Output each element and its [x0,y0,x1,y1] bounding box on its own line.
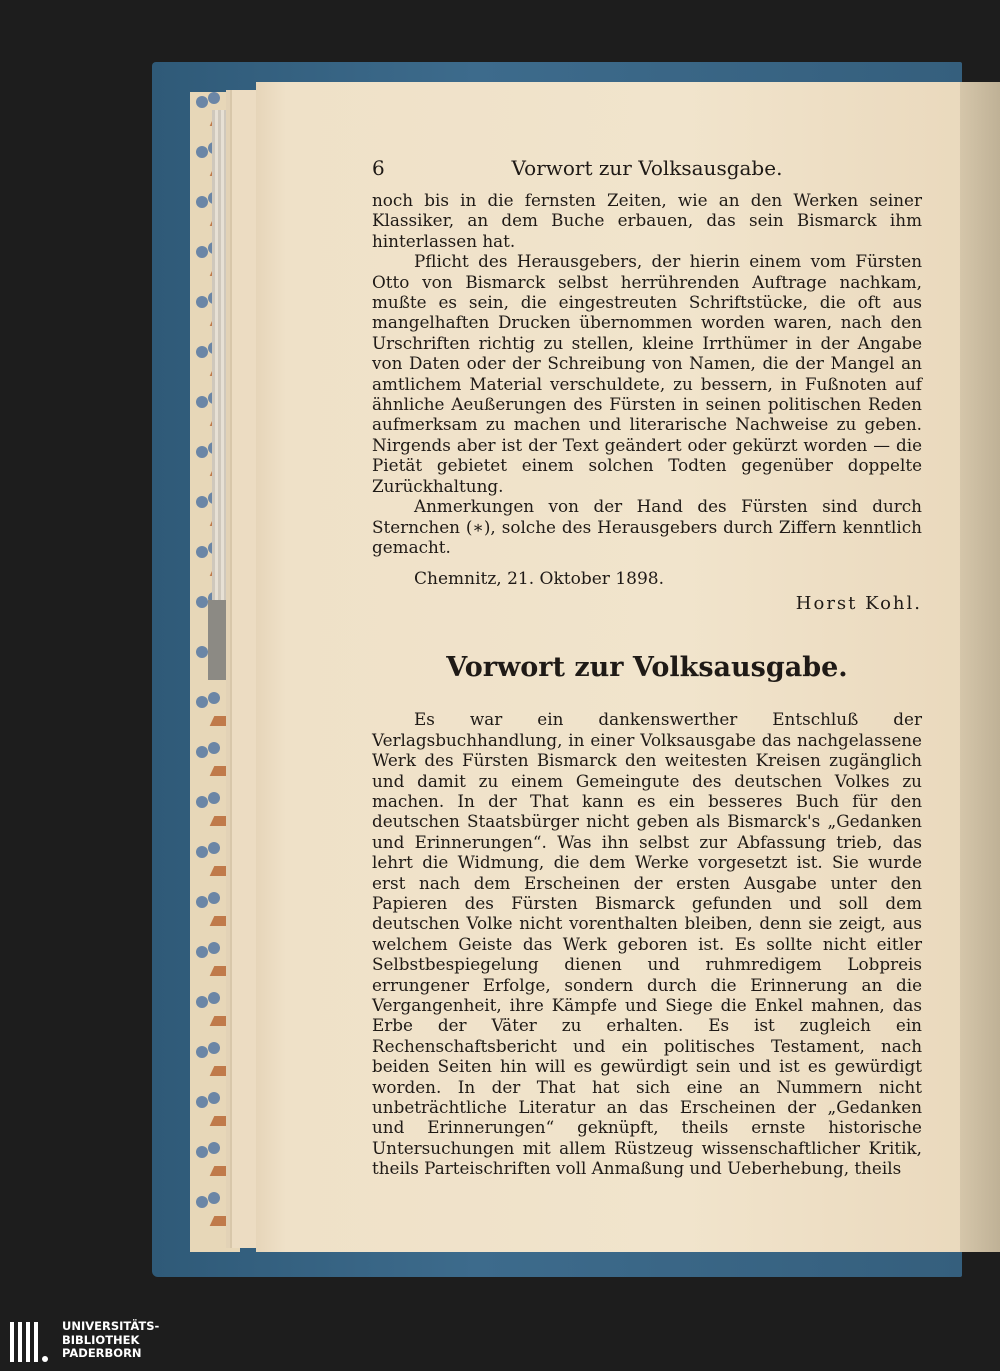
paragraph-continued: noch bis in die fernsten Zeiten, wie an den Werken seiner Klassiker, an dem Buche erbauen, das sein Bismarck ihm hinterlassen hat. [372,190,922,251]
signature: Horst Kohl. [795,593,922,615]
library-logo-line-3: PADERBORN [62,1346,142,1360]
page-text-block [372,150,922,1179]
paragraph-pflicht: Pflicht des Herausgebers, der hierin einem vom Fürsten Otto von Bismarck selbst herrührenden Auftrage nachkam, mußte es sein, die eingestreuten Schriftstücke, die oft aus mangelhaften Drucken übernommen worden waren, nach den Urschriften richtig zu stellen, kleine Irrthümer in der Angabe von Daten oder der Schreibung von Namen, die der Mangel an amtlichem Material verschuldete, zu bessern, in Fußnoten auf ähnliche Aeußerungen des Fürsten in seinen politischen Reden aufmerksam zu machen und literarische Nachweise zu geben. Nirgends aber ist der Text geändert oder gekürzt worden — die Pietät gebietet einem solchen Todten gegenüber doppelte Zurückhaltung. [372,251,922,496]
inserted-leaf [208,600,234,680]
bookmark-strip [212,110,232,680]
section-heading: Vorwort zur Volksausgabe. [446,652,848,684]
library-logo-line-2: BIBLIOTHEK [62,1332,140,1347]
page-number: 6 [372,156,385,180]
facing-page-edge [960,82,1000,1252]
paragraph-volksausgabe: Es war ein dankenswerther Entschluß der Verlagsbuchhandlung, in einer Volksausgabe das nachgelassene Werk des Fürsten Bismarck den weitesten Kreisen zugänglich und damit zu einem Gemeingute des deutschen Volkes zu machen. In der That kann es ein besseres Buch für den deutschen Staatsbürger nicht geben als Bismarck's „Gedanken und Erinnerungen“. Was ihn selbst zur Abfassung trieb, das lehrt die Widmung, die dem Werke vorgesetzt ist. Sie wurde erst nach dem Erscheinen der ersten Ausgabe unter den Papieren des Fürsten Bismarck gefunden und soll dem deutschen Volke nicht vorenthalten bleiben, denn sie zeigt, aus welchem Geiste das Werk geboren ist. Es sollte nicht eitler Selbstbespiegelung dienen und ruhmredigem Lobpreis errungener Erfolge, sondern durch die Erinnerung an die Vergangenheit, ihre Kämpfe und Siege die Enkel mahnen, das Erbe der Väter zu erhalten. Es ist zugleich ein Rechenschaftsbericht und ein politisches Testament, nach beiden Seiten hin will es gewürdigt sein und ist es gewürdigt worden. In der That hat sich eine an Nummern nicht unbeträchtliche Literatur an das Erscheinen der „Gedanken und Erinnerungen“ geknüpft, theils ernste historische Untersuchungen mit allem Rüstzeug wissenschaftlicher Kritik, theils Parteischriften voll Anmaßung und Ueberhebung, theils [372,709,922,1179]
page-header [372,150,922,190]
paragraph-anmerkungen: Anmerkungen von der Hand des Fürsten sind durch Sternchen (∗), solche des Herausgebers durch Ziffern kenntlich gemacht. [372,496,922,557]
library-logo-line-1: UNIVERSITÄTS- [62,1319,160,1333]
running-head: Vorwort zur Volksausgabe. [511,156,783,180]
library-logo-mark-icon [10,1322,50,1362]
dateline: Chemnitz, 21. Oktober 1898. [414,569,665,590]
